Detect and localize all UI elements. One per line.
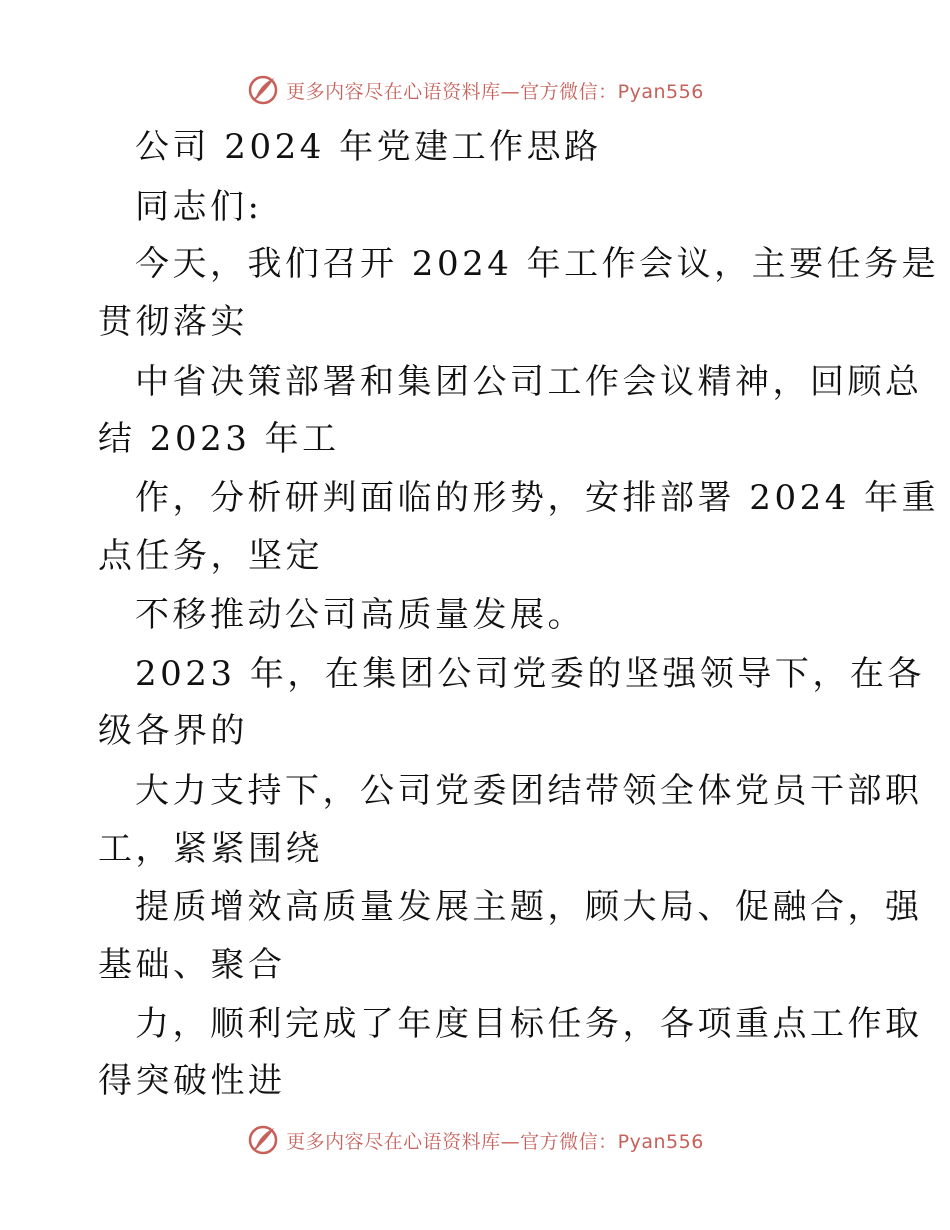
text-line: 基础、聚合 [98,945,286,985]
text-line: 中省决策部署和集团公司工作会议精神，回顾总 [135,362,923,402]
text-line: 结 2023 年工 [98,419,340,459]
feather-pen-logo-icon [246,1123,280,1157]
text-line: 大力支持下，公司党委团结带领全体党员干部职 [135,771,923,811]
salutation: 同志们: [135,187,263,227]
watermark-text: 更多内容尽在心语资料库—官方微信：Pyan556 [286,1130,704,1153]
text-line: 级各界的 [98,711,248,751]
text-line: 2023 年，在集团公司党委的坚强领导下，在各 [135,654,925,694]
document-title: 公司 2024 年党建工作思路 [135,127,602,167]
text-line: 力，顺利完成了年度目标任务，各项重点工作取 [135,1004,923,1044]
text-line: 不移推动公司高质量发展。 [135,595,585,635]
text-line: 提质增效高质量发展主题，顾大局、促融合，强 [135,887,923,927]
text-line: 点任务，坚定 [98,536,323,576]
footer-watermark [0,1120,950,1160]
text-line: 工，紧紧围绕 [98,829,323,869]
watermark-text: 更多内容尽在心语资料库—官方微信：Pyan556 [286,80,704,103]
text-line: 得突破性进 [98,1061,286,1101]
text-line: 今天，我们召开 2024 年工作会议，主要任务是 [135,244,940,284]
text-line: 贯彻落实 [98,302,248,342]
text-line: 作，分析研判面临的形势，安排部署 2024 年重 [135,478,940,518]
